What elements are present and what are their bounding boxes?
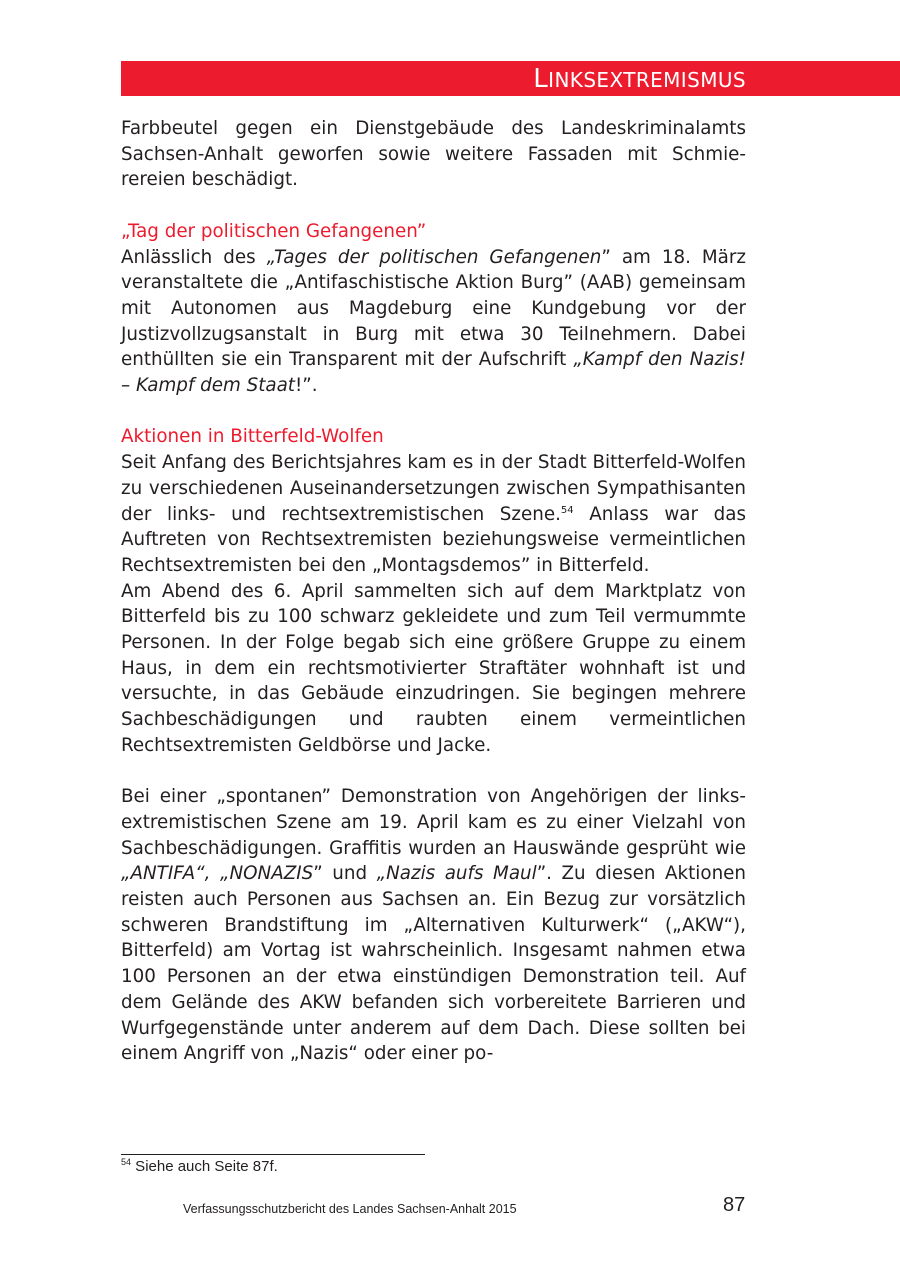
section-heading-aktionen-bitterfeld-wolfen: Aktionen in Bitterfeld-Wolfen: [121, 426, 384, 448]
footnote-divider: [121, 1154, 425, 1155]
section2-paragraph-3: Bei einer „spontanen” Demonstration von Angehörigen der linksextremistischen Szene am 19. April kam es zu einer Vielzahl von Sachbeschädigungen. Graffitis wurden an Hauswände gesprüht wie „ANTIFA“, „NONAZIS” und „Nazis aufs Maul”. Zu diesen Aktionen reisten auch Personen aus Sachsen an. Ein Bezug zur vorsätzlich schweren Brandstiftung im „Alternativen Kulturwerk“ („AKW“), Bitterfeld) am Vortag ist wahrscheinlich. Insgesamt nahmen etwa 100 Personen an der etwa einstündigen Demonstration teil. Auf dem Gelände des AKW befanden sich vorbereitete Barrieren und Wurfgegenstände unter anderem auf dem Dach. Diese sollten bei einem Angriff von „Nazis“ oder einer po-: [121, 786, 746, 1065]
publication-title: Verfassungsschutzbericht des Landes Sachsen-Anhalt 2015: [183, 1202, 517, 1216]
section1-paragraph: Anlässlich des „Tages der politischen Gefangenen” am 18. März veranstaltete die „Antifaschistische Aktion Burg” (AAB) gemeinsam mit Autonomen aus Magdeburg eine Kundgebung vor der Justizvollzugsanstalt in Burg mit etwa 30 Teilnehmern. Dabei enthüllten sie ein Transparent mit der Aufschrift „Kampf den Nazis! – Kampf dem Staat!”.: [121, 246, 747, 397]
footnote: $^{54}$ Siehe auch Seite 87f.: [121, 1157, 278, 1175]
intro-paragraph: Farbbeutel gegen ein Dienstgebäude des Landeskriminalamts Sachsen-Anhalt geworfen sowie weitere Fassaden mit Schmierereien beschädigt.: [121, 118, 746, 191]
page-number: 87: [723, 1194, 746, 1216]
section2-paragraph-2: Am Abend des 6. April sammelten sich auf dem Marktplatz von Bitterfeld bis zu 100 schwarz gekleidete und zum Teil vermummte Personen. In der Folge begab sich eine größere Gruppe zu einem Haus, in dem ein rechtsmotivierter Straftäter wohnhaft ist und versuchte, in das Gebäude einzudringen. Sie begingen mehrere Sachbeschädigungen und raubten einem vermeintlichen Rechtsextremisten Geldbörse und Jacke.: [121, 580, 746, 756]
main-text: [121, 116, 746, 1067]
section2-paragraph-1: Seit Anfang des Berichtsjahres kam es in der Stadt Bitterfeld-Wolfen zu verschiedenen Auseinandersetzungen zwischen Sympathisanten der links- und rechtsextremistischen Szene.$^{54}$ Anlass war das Auftreten von Rechtsextremisten beziehungsweise vermeintlichen Rechtsextremisten bei den „Montagsdemos” in Bitterfeld.: [121, 452, 747, 576]
section-heading-tag-der-politischen-gefangenen: „Tag der politischen Gefangenen”: [121, 220, 427, 242]
footnote-reference: 54: [560, 504, 574, 516]
chapter-title: LINKSEXTREMISMUS: [533, 64, 746, 94]
chapter-header-bar: [121, 61, 900, 96]
